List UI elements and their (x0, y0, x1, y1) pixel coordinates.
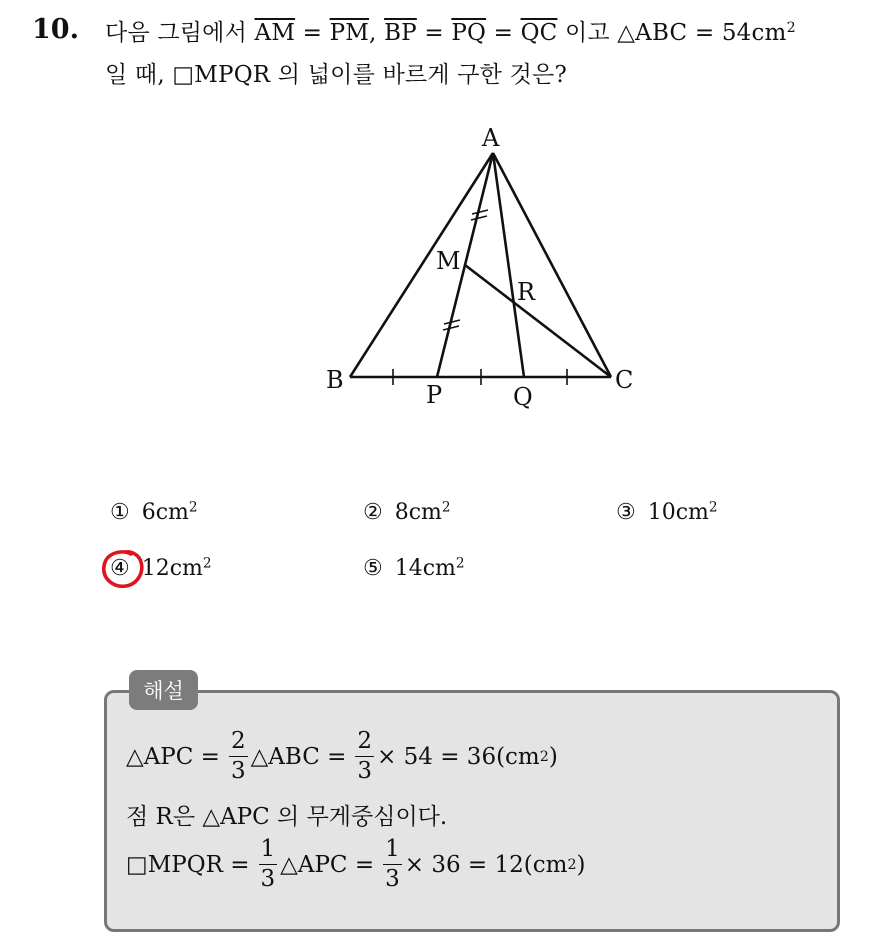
choice-5[interactable] (363, 556, 465, 581)
expr-lhs: △APC = (126, 743, 220, 770)
numerator: 2 (229, 730, 248, 757)
label-b: B (326, 366, 344, 394)
label-m: M (436, 247, 461, 275)
equals-sign: = (295, 20, 330, 46)
superscript: 2 (455, 555, 465, 572)
denominator: 3 (260, 866, 276, 892)
close-paren: ) (548, 743, 558, 770)
choice-value: 12cm (141, 556, 203, 581)
label-c: C (615, 366, 634, 394)
expr-rhs: × 36 = 12(cm (404, 851, 568, 878)
label-a: A (482, 124, 500, 152)
choice-value: 10cm (647, 500, 709, 525)
label-r: R (517, 278, 536, 306)
fraction (355, 730, 374, 783)
segment-am: $\overline{AM}$ (254, 20, 296, 46)
numerator: 1 (259, 838, 278, 865)
side-ab (350, 153, 493, 377)
superscript: 2 (786, 20, 796, 37)
solution-line1: △APC = $\frac{2}{3}$ △ABC = $\frac{2}{3}$ × 54 = 36(cm 2 ) (126, 728, 558, 784)
fraction (229, 730, 248, 783)
segment-pm: $\overline{PM}$ (329, 20, 370, 46)
fraction (259, 838, 278, 891)
choice-number: ④ (110, 556, 130, 581)
choice-1[interactable] (110, 500, 198, 525)
segment-mc (465, 265, 611, 377)
segment-bp: $\overline{BP}$ (384, 20, 417, 46)
label-q: Q (513, 383, 533, 411)
choice-number: ③ (616, 500, 636, 525)
segment-aq (493, 153, 524, 377)
denominator: 3 (385, 866, 400, 892)
superscript: 2 (708, 499, 718, 516)
choice-number: ② (363, 500, 383, 525)
choice-number: ⑤ (363, 556, 383, 581)
label-p: P (426, 381, 443, 409)
tick-am-1 (472, 210, 488, 214)
question-text-line1 (105, 14, 796, 47)
answer-circle-mark (101, 548, 145, 590)
choice-number: ① (110, 500, 130, 525)
tick-am-2 (471, 216, 487, 220)
equals-sign: = (416, 20, 452, 46)
segment-pq: $\overline{PQ}$ (451, 20, 487, 46)
choice-3[interactable] (616, 500, 718, 525)
superscript: 2 (441, 499, 451, 516)
fraction (383, 838, 402, 891)
choice-2[interactable] (363, 500, 451, 525)
side-ac (493, 153, 611, 377)
numerator: 1 (383, 838, 402, 865)
denominator: 3 (357, 758, 373, 784)
numerator: 2 (355, 730, 374, 757)
solution-tag: 해설 (129, 670, 198, 710)
expr-lhs: □MPQR = (126, 851, 250, 878)
superscript: 2 (202, 555, 212, 572)
question-number: 10. (32, 14, 79, 45)
close-paren: ) (576, 851, 586, 878)
choice-value: 8cm (394, 500, 442, 525)
question-text-line2: 일 때, □MPQR 의 넓이를 바르게 구한 것은? (105, 62, 567, 88)
tick-pm-2 (443, 326, 459, 330)
solution-line2: 점 R은 △APC 의 무게중심이다. (126, 804, 448, 830)
denominator: 3 (230, 758, 246, 784)
triangle-diagram (320, 118, 650, 418)
expr-mid: △APC = (280, 851, 375, 878)
segment-qc: $\overline{QC}$ (520, 20, 558, 46)
choice-value: 6cm (141, 500, 189, 525)
comma: , (369, 20, 385, 46)
solution-line3: □MPQR = $\frac{1}{3}$ △APC = $\frac{1}{3}$ × 36 = 12(cm 2 ) (126, 836, 586, 892)
choice-value: 14cm (394, 556, 456, 581)
superscript: 2 (188, 499, 198, 516)
equals-sign: = (486, 20, 521, 46)
answer-circle-stroke (104, 552, 142, 586)
question-condition: 이고 △ABC = 54cm (557, 20, 787, 46)
triangle-figure (320, 118, 650, 418)
expr-rhs: × 54 = 36(cm (377, 743, 540, 770)
expr-mid: △ABC = (250, 743, 347, 770)
question-prefix: 다음 그림에서 (105, 20, 255, 46)
